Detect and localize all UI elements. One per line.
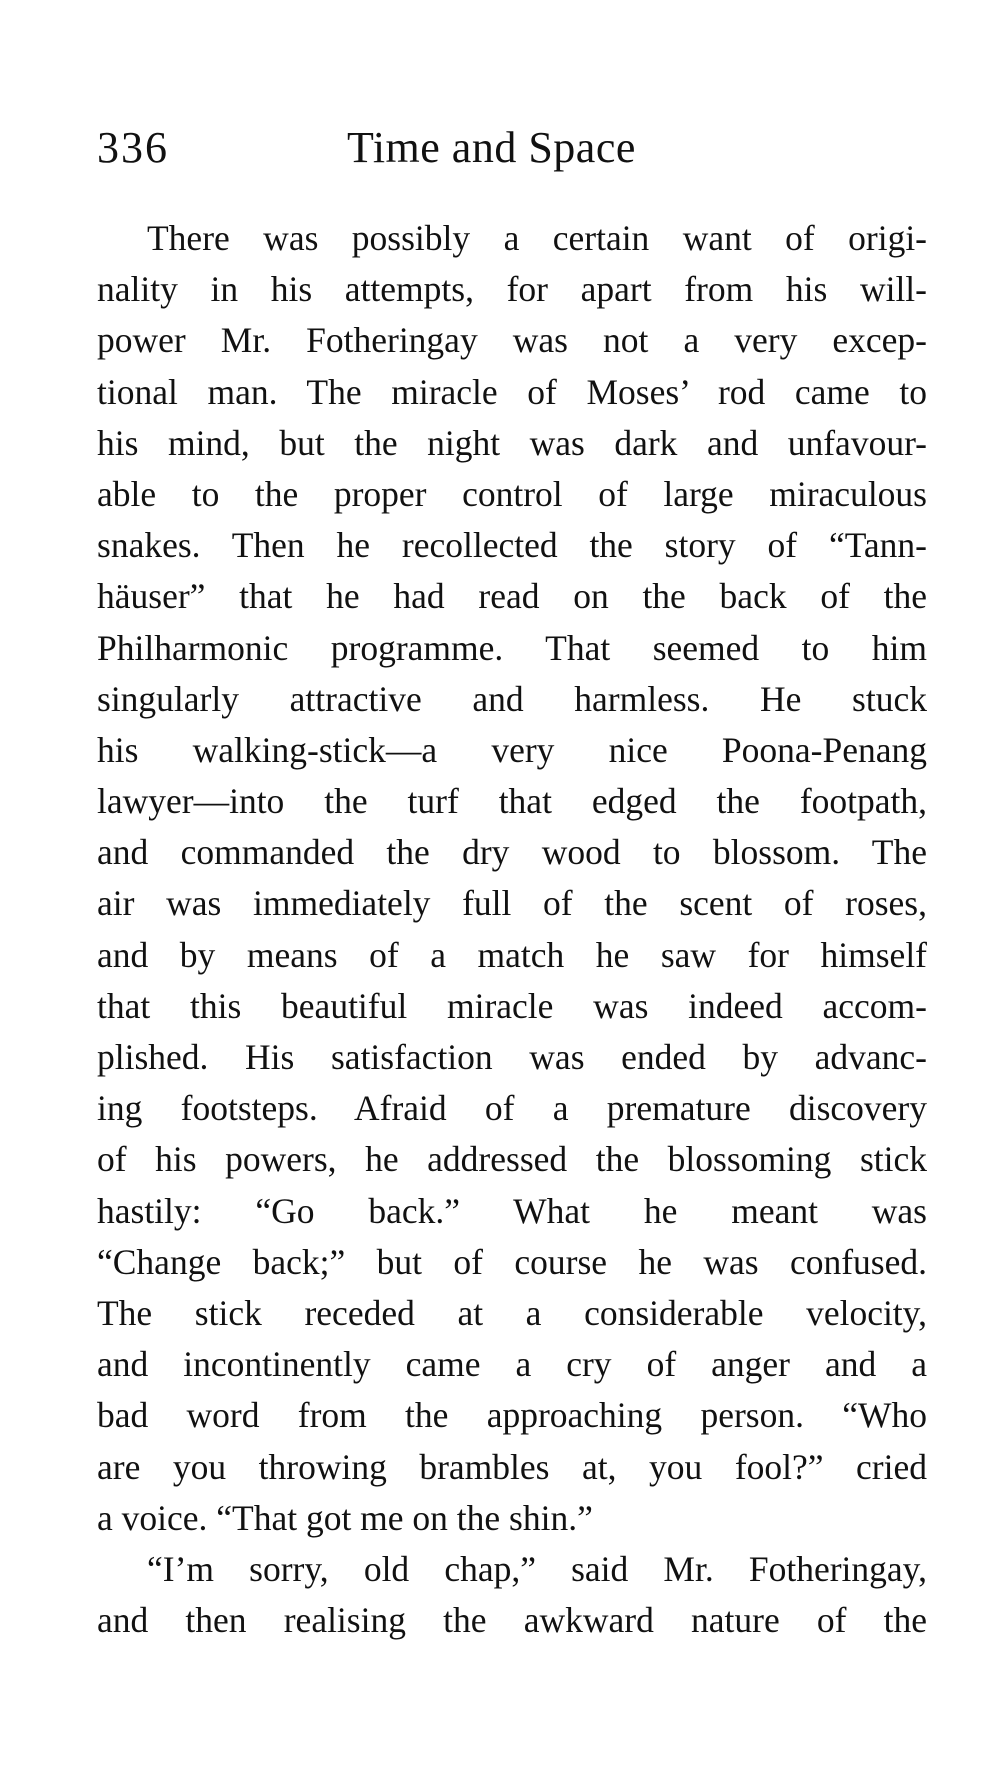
text-line: are you throwing brambles at, you fool?” cried bbox=[97, 1446, 927, 1487]
text-line: and commanded the dry wood to blossom. The bbox=[97, 832, 927, 873]
text-line: singularly attractive and harmless. He stuck bbox=[97, 678, 927, 719]
text-line: lawyer—into the turf that edged the footpath, bbox=[97, 781, 927, 822]
text-line: “I’m sorry, old chap,” said Mr. Fotheringay, bbox=[147, 1548, 927, 1589]
body-text bbox=[97, 213, 927, 1646]
text-line: häuser” that he had read on the back of the bbox=[97, 576, 927, 617]
text-line: “Change back;” but of course he was confused. bbox=[97, 1241, 927, 1282]
text-line: The stick receded at a considerable velocity, bbox=[97, 1292, 927, 1333]
text-line: ing footsteps. Afraid of a premature discovery bbox=[97, 1088, 927, 1129]
text-line: and incontinently came a cry of anger and a bbox=[97, 1344, 927, 1385]
page-number: 336 bbox=[97, 123, 169, 172]
text-line: power Mr. Fotheringay was not a very excep- bbox=[97, 320, 927, 361]
text-line: his walking-stick—a very nice Poona-Penang bbox=[97, 729, 927, 770]
text-line: that this beautiful miracle was indeed accom- bbox=[97, 985, 927, 1026]
paragraph bbox=[97, 213, 927, 1544]
text-line: a voice. “That got me on the shin.” bbox=[97, 1497, 593, 1538]
text-line: There was possibly a certain want of origi- bbox=[147, 218, 927, 258]
text-line: and then realising the awkward nature of the bbox=[97, 1600, 927, 1641]
text-line: bad word from the approaching person. “Who bbox=[97, 1395, 927, 1436]
text-line: Philharmonic programme. That seemed to him bbox=[97, 627, 927, 668]
text-line: air was immediately full of the scent of roses, bbox=[97, 883, 927, 924]
running-title: Time and Space bbox=[347, 123, 636, 172]
paragraph bbox=[97, 1544, 927, 1646]
text-line: nality in his attempts, for apart from his will- bbox=[97, 269, 927, 310]
text-line: tional man. The miracle of Moses’ rod came to bbox=[97, 371, 927, 412]
text-line: snakes. Then he recollected the story of “Tann- bbox=[97, 525, 927, 566]
text-line: able to the proper control of large miraculous bbox=[97, 473, 927, 514]
text-line: hastily: “Go back.” What he meant was bbox=[97, 1190, 927, 1231]
text-line: his mind, but the night was dark and unfavour- bbox=[97, 422, 927, 463]
text-line: and by means of a match he saw for himself bbox=[97, 934, 927, 975]
running-head bbox=[97, 118, 927, 178]
text-line: of his powers, he addressed the blossoming stick bbox=[97, 1139, 927, 1180]
text-line: plished. His satisfaction was ended by advanc- bbox=[97, 1037, 927, 1077]
